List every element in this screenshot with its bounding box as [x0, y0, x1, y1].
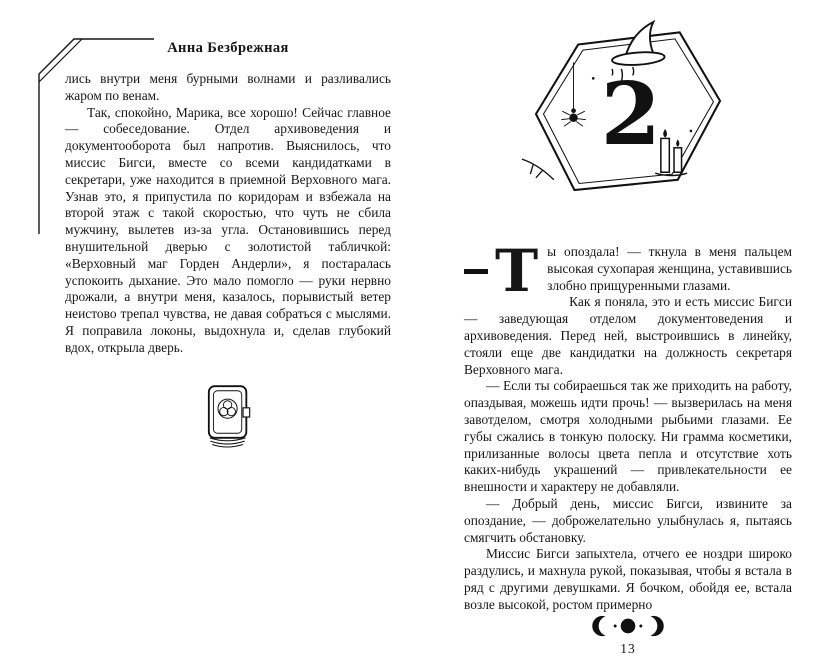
- paragraph: лись внутри меня бурными волнами и разливались жаром по венам.: [65, 71, 391, 103]
- paragraph: Т ы опоздала! — ткнула в меня пальцем высокая сухопарая женщина, уставившись злобно прищуренными глазами.: [464, 244, 792, 294]
- chapter-number: 2: [600, 64, 661, 166]
- left-page: [65, 71, 391, 451]
- paragraph: — Добрый день, миссис Бигси, извините за опоздание, — доброжелательно улыбнулась я, пытаясь смягчить обстановку.: [464, 495, 792, 545]
- chapter-ornament-icon: [464, 20, 792, 208]
- dropcap: Т: [464, 246, 538, 296]
- page-footer: [464, 612, 792, 657]
- chapter-opening: [464, 237, 792, 305]
- author-header: Анна Безбрежная: [167, 40, 289, 56]
- em-dash-mark: [464, 269, 488, 274]
- spellbook-icon: [65, 383, 391, 451]
- paragraph: — Если ты собираешься так же приходить на работу, опаздывая, можешь идти прочь! — вызверилась на меня завотделом, смотря холодными рыбьими глазами. Ее губы сжались в тонкую полоску. Ни грамма косметики, прилизанные волосы цвета пепла и отсутствие хоть каких-нибудь украшений — привлекательности ее внешности и характеру не добавляли.: [464, 378, 792, 495]
- paragraph: Миссис Бигси запыхтела, отчего ее ноздри широко раздулись, и махнула рукой, показывая, чтобы я встала в ряд с другими девушками. Я бочком, обойдя ее, встала возле высокой, ростом примерно: [464, 546, 792, 612]
- paragraph: Так, спокойно, Марика, все хорошо! Сейчас главное — собеседование. Отдел архивоведения и документооборота был напротив. Выяснилось, что миссис Бигси, вместе со всеми кандидатками в секретари, уже находится в приемной Верховного мага. Узнав это, я припустила по коридорам и взбежала на второй этаж с такой скоростью, что чуть не сбила мужчину, вылетев из-за угла. Остановившись перед внушительной дверью с золотистой табличкой: «Верховный маг Горден Андерли», я постаралась успокоить дыхание. Это мало помогло — руки нервно дрожали, а внутри меня, казалось, порывистый ветер неистово трепал чувства, не давая собраться с мыслями. Я поправила локоны, выдохнула и, сделав глубокий вдох, открыла дверь.: [65, 104, 391, 355]
- right-page: [464, 20, 792, 614]
- paragraph: Как я поняла, это и есть миссис Бигси — заведующая отделом документоведения и архивоведения. Перед ней, выстроившись в линейку, стояли еще две кандидатки на должность секретаря Верховного мага.: [464, 294, 792, 377]
- page-number: 13: [620, 641, 636, 656]
- triple-moon-icon: [584, 612, 672, 640]
